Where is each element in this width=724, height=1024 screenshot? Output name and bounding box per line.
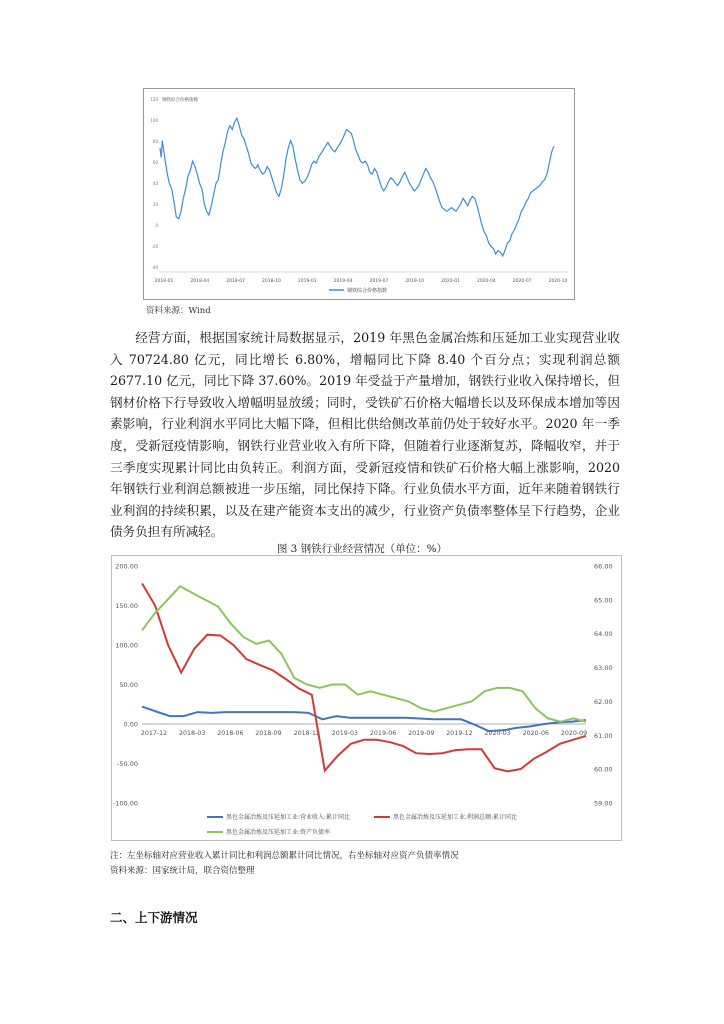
x-tick-label: 2019-04 (333, 279, 353, 284)
left-tick-label: -100.00 (112, 799, 138, 808)
y-tick-label: 60 (152, 160, 158, 165)
section-heading: 二、上下游情况 (110, 910, 198, 925)
x-tick-label: 2019-10 (405, 279, 425, 284)
price-index-chart-svg (144, 89, 574, 299)
left-tick-label: 100.00 (115, 641, 138, 650)
x-tick-label: 2019-03 (331, 730, 359, 737)
y-tick-label: 40 (152, 181, 158, 186)
x-tick-label: 2020-10 (548, 279, 568, 284)
x-tick-label: 2018-10 (262, 279, 281, 284)
x-tick-label: 2020-07 (512, 279, 532, 284)
right-tick-label: 63.00 (594, 664, 613, 673)
legend-label: 黑色金属冶炼及压延加工业:营业收入:累计同比 (226, 814, 351, 821)
x-tick-label: 2019-01 (297, 279, 317, 284)
x-tick-label: 2018-04 (190, 279, 210, 284)
x-tick-label: 2019-09 (408, 730, 435, 737)
x-tick-label: 2018-03 (179, 730, 206, 737)
x-tick-label: 2017-12 (140, 730, 168, 737)
x-tick-label: 2019-12 (446, 730, 473, 737)
legend-label: 黑色金属冶炼及压延加工业:资产负债率 (226, 829, 331, 836)
figure2-source: 资料来源：国家统计局，联合资信整理 (110, 866, 255, 876)
x-tick-label: 2018-12 (293, 730, 320, 737)
x-tick-label: 2020-09 (560, 730, 588, 737)
right-tick-label: 65.00 (594, 596, 613, 605)
x-tick-label: 2018-07 (226, 279, 246, 284)
series-line (142, 586, 586, 721)
figure2-title: 图 3 钢铁行业经营情况（单位：%） (276, 543, 448, 555)
steel-operations-chart-svg (112, 556, 621, 840)
left-tick-label: 150.00 (115, 602, 138, 610)
left-tick-label: 50.00 (119, 681, 138, 689)
price-index-line (160, 118, 554, 256)
x-tick-label: 2020-03 (484, 730, 511, 737)
right-tick-label: 59.00 (594, 799, 613, 808)
left-tick-label: 200.00 (115, 562, 138, 571)
x-tick-label: 2019-06 (369, 730, 397, 737)
x-tick-label: 2018-06 (217, 730, 244, 737)
x-tick-label: 2020-06 (522, 730, 549, 737)
right-tick-label: 64.00 (594, 630, 613, 639)
x-tick-label: 2020-04 (476, 279, 496, 284)
x-tick-label: 2019-07 (369, 279, 389, 284)
figure1-source: 资料来源：Wind (146, 306, 211, 316)
right-tick-label: 61.00 (594, 731, 613, 740)
steel-operations-chart (111, 555, 622, 841)
series-line (142, 583, 586, 771)
legend-bottom-label: 钢铁综合价格指数 (347, 288, 388, 294)
left-tick-label: 0.00 (123, 720, 138, 729)
y-tick-label: 80 (152, 139, 158, 144)
y-tick-label: 120 (150, 97, 158, 102)
left-tick-label: -50.00 (117, 760, 138, 768)
series-line (142, 707, 586, 732)
x-tick-label: 2018-09 (255, 730, 282, 737)
right-tick-label: 66.00 (594, 562, 613, 571)
figure2-axis-note: 注：左坐标轴对应营业收入累计同比和利润总额累计同比情况，右坐标轴对应资产负债率情况 (110, 851, 459, 861)
y-tick-label: 100 (150, 118, 158, 123)
paragraph-text: 经营方面，根据国家统计局数据显示，2019 年黑色金属冶炼和压延加工业实现营业收入 70724.80 亿元，同比增长 6.80%，增幅同比下降 8.40 个百分点；实现利润总额 2677.10 亿元，同比下降 37.60%。2019 年受益于产量增加，钢铁行业收入保持增长，但钢材价格下行导致收入增幅明显放缓；同时，受铁矿石价格大幅增长以及环保成本增加等因素影响，行业利润水平同比大幅下降，但相比供给侧改革前仍处于较好水平。2020 年一季度，受新冠疫情影响，钢铁行业营业收入有所下降，但随着行业逐渐复苏，降幅收窄，并于三季度实现累计同比由负转正。利润方面，受新冠疫情和铁矿石价格大幅上涨影响，2020 年钢铁行业利润总额被进一步压缩，同比保持下降。行业负债水平方面，近年来随着钢铁行业利润的持续积累，以及在建产能资本支出的减少，行业资产负债率整体呈下行趋势，企业债务负担有所减轻。 (110, 330, 620, 540)
y-tick-label: 20 (152, 202, 158, 207)
figure2-notes (110, 849, 459, 879)
operations-paragraph (110, 327, 620, 543)
legend-label: 黑色金属冶炼及压延加工业:利润总额:累计同比 (393, 814, 518, 821)
y-tick-label: -40 (151, 265, 158, 270)
price-index-chart (143, 88, 575, 300)
y-tick-label: 0 (155, 223, 158, 228)
x-tick-label: 2020-01 (441, 279, 460, 284)
x-tick-label: 2018-01 (154, 279, 174, 284)
y-tick-label: -20 (151, 244, 158, 249)
right-tick-label: 62.00 (594, 697, 613, 706)
right-tick-label: 60.00 (594, 765, 613, 774)
legend-top-label: 钢铁综合价格指数 (162, 98, 198, 103)
